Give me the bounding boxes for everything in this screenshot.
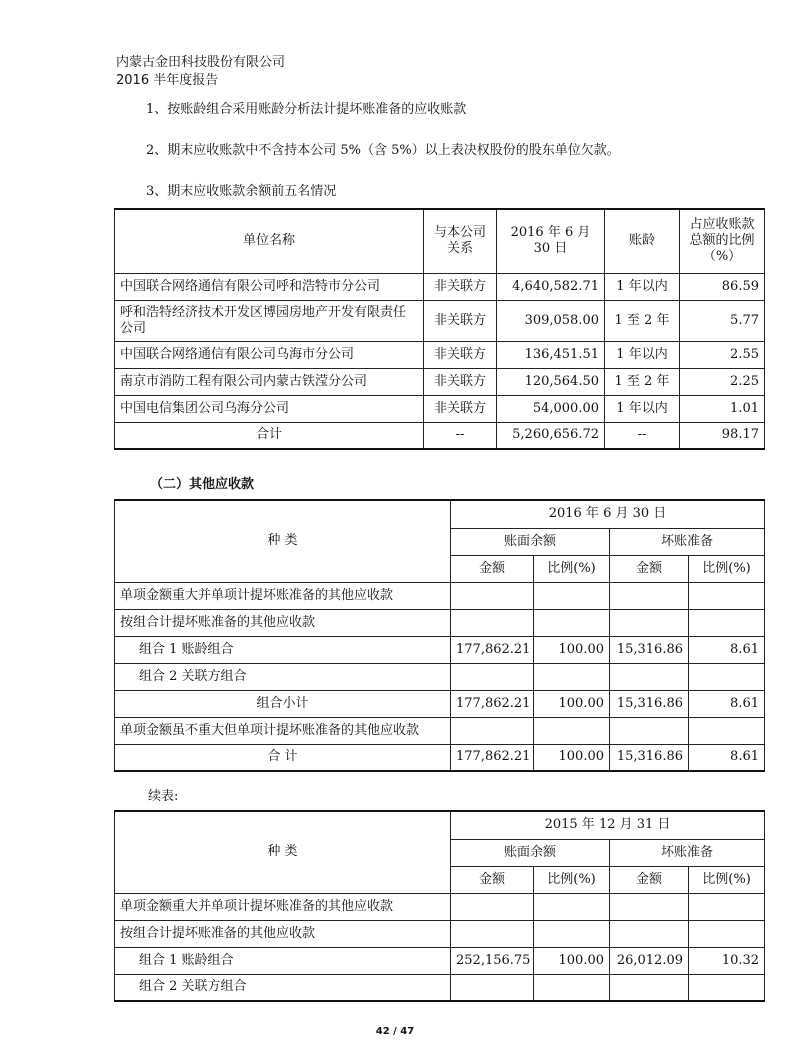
amount: 54,000.00 [497,395,605,422]
ratio: 2.55 [680,341,765,368]
aging: 1 年以内 [605,341,680,368]
relation: 非关联方 [424,395,497,422]
amount: 309,058.00 [497,300,605,341]
header-date: 2016 年 6 月 30 日 [497,209,605,273]
cell [534,893,610,920]
cell: 177,862.21 [451,690,534,717]
other-receivables-prior-table [114,810,765,1002]
category-header: 种 类 [115,811,451,893]
cell [451,663,534,690]
cell [534,974,610,1001]
aging: 1 至 2 年 [605,368,680,395]
provision-header: 坏账准备 [610,528,765,555]
aging: 1 年以内 [605,273,680,300]
date-header: 2016 年 6 月 30 日 [451,500,765,528]
top5-receivables-table [114,208,765,450]
total-amount: 5,260,656.72 [497,422,605,449]
cell [689,582,765,609]
row-label: 单项金额重大并单项计提坏账准备的其他应收款 [115,893,451,920]
cell: 15,316.86 [610,636,689,663]
relation: 非关联方 [424,368,497,395]
row-label: 合 计 [115,744,451,771]
table-row [115,395,765,422]
row-label: 组合 1 账龄组合 [115,636,451,663]
cell [689,920,765,947]
unit-name: 中国联合网络通信有限公司乌海市分公司 [115,341,424,368]
amount-header: 金额 [610,866,689,893]
cell: 252,156.75 [451,947,534,974]
table-row [115,717,765,744]
header-ratio: 占应收账款总额的比例（%） [680,209,765,273]
total-relation: -- [424,422,497,449]
unit-name: 中国电信集团公司乌海分公司 [115,395,424,422]
amount: 136,451.51 [497,341,605,368]
cell [610,717,689,744]
paragraph-3: 3、期末应收账款余额前五名情况 [146,184,337,199]
total-ratio: 98.17 [680,422,765,449]
table-row [115,368,765,395]
pct-header: 比例(%) [534,866,610,893]
row-label: 按组合计提坏账准备的其他应收款 [115,920,451,947]
pct-header: 比例(%) [534,555,610,582]
total-label: 合计 [115,422,424,449]
header-relation: 与本公司关系 [424,209,497,273]
cell: 100.00 [534,690,610,717]
amount-header: 金额 [451,866,534,893]
cell [610,920,689,947]
pct-header: 比例(%) [689,555,765,582]
table-row [115,690,765,717]
cell [689,663,765,690]
cell [451,717,534,744]
ratio: 2.25 [680,368,765,395]
page-number: 42 / 47 [375,1026,415,1037]
cell: 177,862.21 [451,744,534,771]
cell: 100.00 [534,744,610,771]
report-title: 2016 半年度报告 [116,73,219,88]
amount: 4,640,582.71 [497,273,605,300]
cell [610,663,689,690]
relation: 非关联方 [424,273,497,300]
cell: 10.32 [689,947,765,974]
cell: 8.61 [689,744,765,771]
book-balance-header: 账面余额 [451,839,610,866]
cell [610,609,689,636]
cell: 8.61 [689,636,765,663]
category-header: 种 类 [115,500,451,582]
row-label: 组合小计 [115,690,451,717]
total-row [115,744,765,771]
ratio: 5.77 [680,300,765,341]
cell [534,663,610,690]
amount-header: 金额 [451,555,534,582]
ratio: 86.59 [680,273,765,300]
cell: 100.00 [534,947,610,974]
cell [451,920,534,947]
cell [610,893,689,920]
row-label: 单项金额重大并单项计提坏账准备的其他应收款 [115,582,451,609]
provision-header: 坏账准备 [610,839,765,866]
unit-name: 南京市消防工程有限公司内蒙古铁滢分公司 [115,368,424,395]
cell: 15,316.86 [610,744,689,771]
other-receivables-current-table [114,499,765,772]
amount-header: 金额 [610,555,689,582]
row-label: 按组合计提坏账准备的其他应收款 [115,609,451,636]
date-header: 2015 年 12 月 31 日 [451,811,765,839]
table-row [115,300,765,341]
unit-name: 中国联合网络通信有限公司呼和浩特市分公司 [115,273,424,300]
cell: 100.00 [534,636,610,663]
pct-header: 比例(%) [689,866,765,893]
ratio: 1.01 [680,395,765,422]
table-row [115,893,765,920]
aging: 1 年以内 [605,395,680,422]
book-balance-header: 账面余额 [451,528,610,555]
cell [689,609,765,636]
row-label: 组合 2 关联方组合 [115,974,451,1001]
cell [451,609,534,636]
table-row [115,947,765,974]
cell [451,974,534,1001]
header-unit-name: 单位名称 [115,209,424,273]
cell [534,609,610,636]
table-row [115,609,765,636]
cell: 177,862.21 [451,636,534,663]
relation: 非关联方 [424,300,497,341]
cell [534,920,610,947]
cell: 15,316.86 [610,690,689,717]
relation: 非关联方 [424,341,497,368]
row-label: 组合 1 账龄组合 [115,947,451,974]
cell [534,582,610,609]
cell [689,974,765,1001]
cell: 8.61 [689,690,765,717]
paragraph-1: 1、按账龄组合采用账龄分析法计提坏账准备的应收账款 [146,102,467,117]
cell [610,974,689,1001]
header-aging: 账龄 [605,209,680,273]
row-label: 组合 2 关联方组合 [115,663,451,690]
cell [451,582,534,609]
section-title: （二）其他应收款 [150,477,255,492]
amount: 120,564.50 [497,368,605,395]
company-name: 内蒙古金田科技股份有限公司 [116,55,286,70]
unit-name: 呼和浩特经济技术开发区博园房地产开发有限责任公司 [115,300,424,341]
total-aging: -- [605,422,680,449]
row-label: 单项金额虽不重大但单项计提坏账准备的其他应收款 [115,717,451,744]
cell [451,893,534,920]
cell [689,893,765,920]
cell [689,717,765,744]
table-row [115,273,765,300]
paragraph-2: 2、期末应收账款中不含持本公司 5%（含 5%）以上表决权股份的股东单位欠款。 [146,143,620,158]
continued-label: 续表: [148,789,179,804]
aging: 1 至 2 年 [605,300,680,341]
table-row [115,974,765,1001]
cell [610,582,689,609]
table-row [115,582,765,609]
cell [534,717,610,744]
table-row [115,920,765,947]
table-row [115,341,765,368]
table-row [115,663,765,690]
table-row [115,636,765,663]
total-row [115,422,765,449]
cell: 26,012.09 [610,947,689,974]
